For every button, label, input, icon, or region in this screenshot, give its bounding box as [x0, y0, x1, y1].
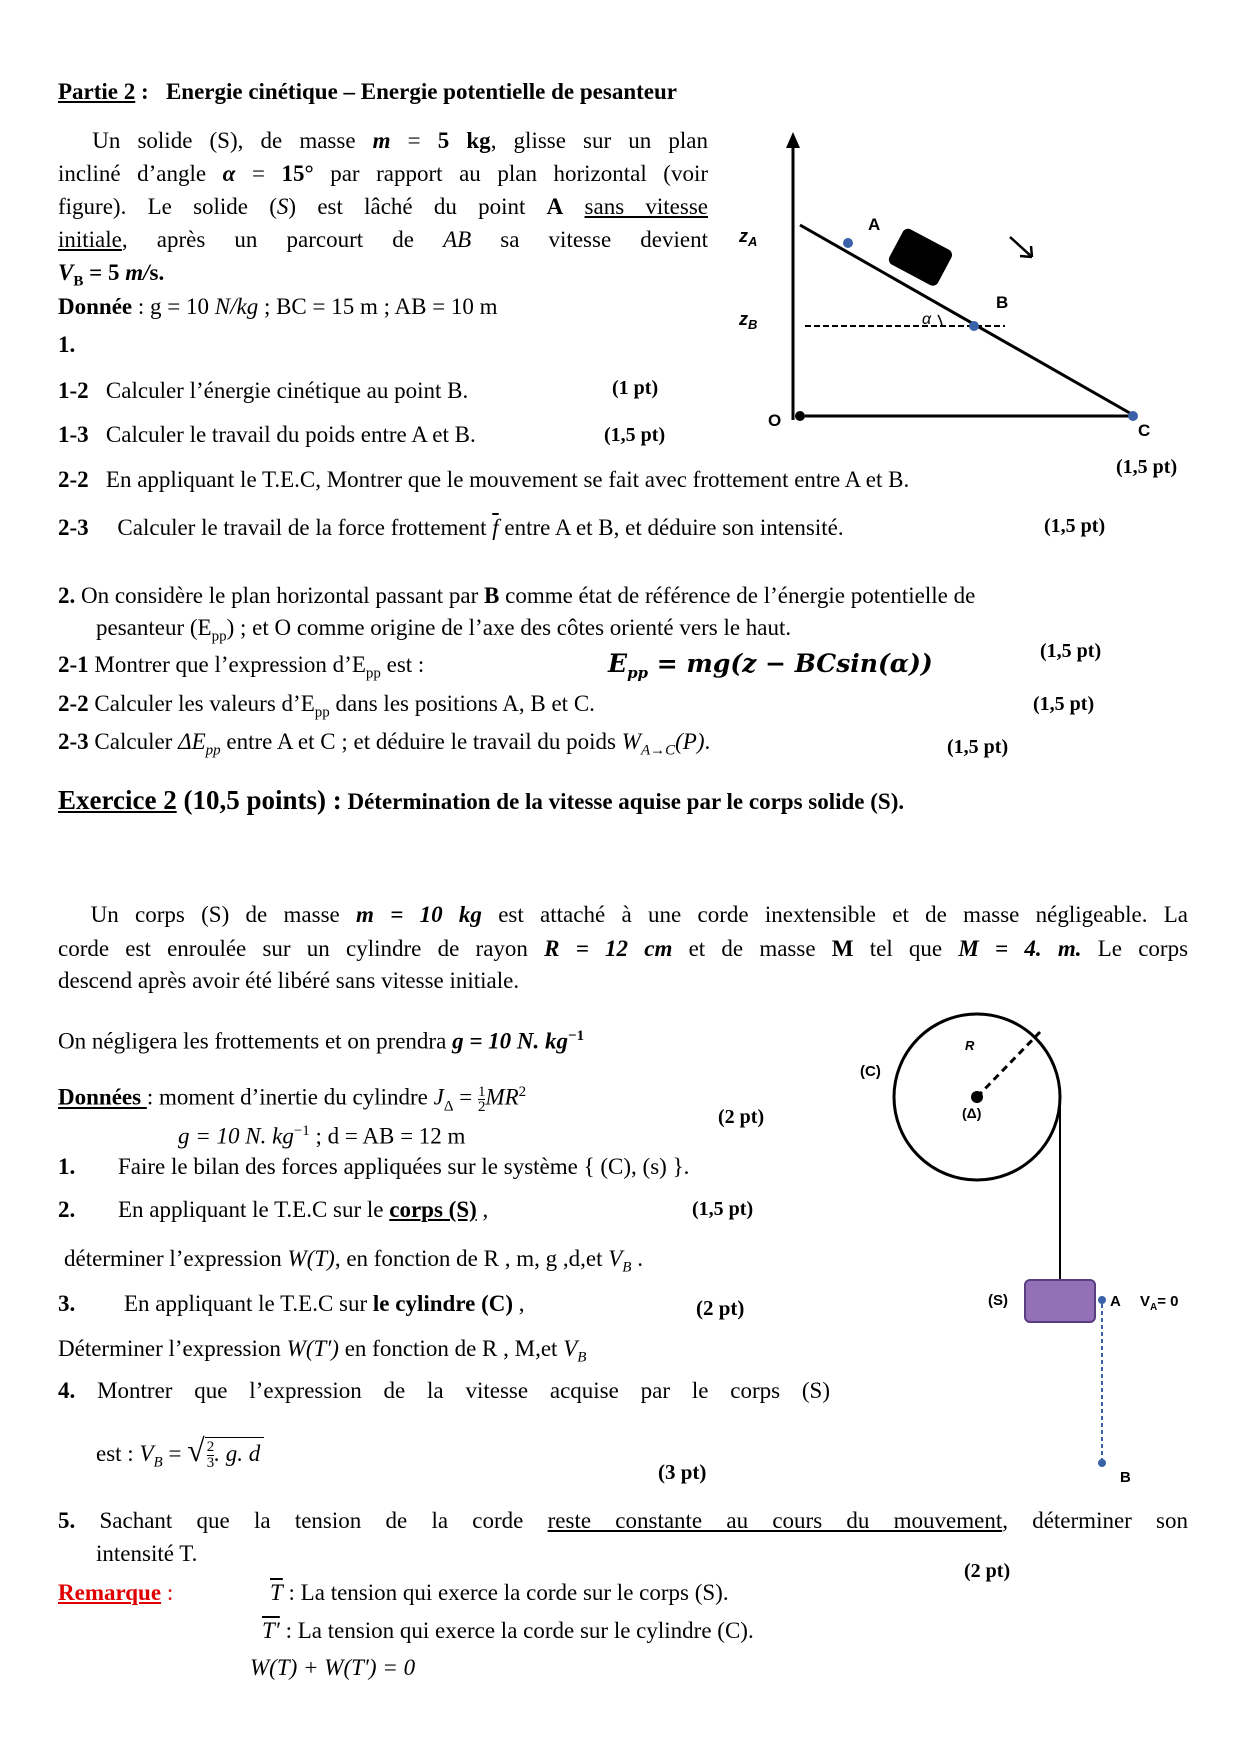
points: (1,5 pt) [1044, 515, 1106, 537]
friction-vector: $\overline{f}$ [492, 515, 499, 540]
ex2-para-line-1 [58, 901, 1188, 929]
q-number: 1-3 [58, 422, 89, 447]
a-label: A [868, 215, 881, 234]
sqrt-rest: . g. d [214, 1441, 261, 1466]
q-text: entre A et C ; et déduire le travail du poids [220, 729, 622, 754]
intro-line-3 [58, 193, 708, 221]
q-underline: reste constante au cours du mouvement [547, 1508, 1003, 1533]
velocity-symbol: V [608, 1246, 623, 1271]
q-text: Montrer que l’expression de la vitesse acquise par le corps (S) [97, 1378, 831, 1403]
ex2-q5 [58, 1507, 1188, 1535]
exercice2-title [58, 784, 904, 818]
q-text: , en fonction de R , m, g ,d,et [334, 1246, 609, 1271]
radius-line [977, 1032, 1040, 1097]
o-label: O [768, 411, 782, 430]
za-label: $z_A$ [739, 226, 758, 249]
intro-line-1 [58, 127, 708, 155]
intro-line-4 [58, 226, 708, 254]
text: Le corps [1081, 936, 1189, 961]
point-b-dot [969, 321, 979, 331]
m-symbol: M [831, 936, 854, 961]
zb-label: $z_B$ [739, 309, 758, 332]
q-text: ) ; et O comme origine de l’axe des côtes orienté vers le haut. [226, 615, 792, 640]
eq-part: E [608, 649, 628, 678]
c-label: (C) [860, 1063, 881, 1080]
exp: −1 [293, 1123, 310, 1139]
ex2-q2b [64, 1245, 643, 1282]
points: (1,5 pt) [1033, 693, 1095, 715]
donnees-line [58, 1078, 526, 1120]
b-label: B [1120, 1469, 1131, 1486]
text: On négligera les frottements et on prendra [58, 1028, 453, 1054]
inertia-symbol: J [433, 1084, 444, 1110]
z-axis-arrow [786, 132, 800, 148]
eq-part: = mg(z − BCsin(α)) [648, 649, 933, 678]
alpha-symbol: α [222, 161, 236, 186]
frac-den: 2 [477, 1098, 486, 1115]
donnees-label: Données [58, 1084, 147, 1110]
angle-arc [938, 315, 942, 326]
sub: pp [365, 665, 381, 682]
ex2-g-line [58, 1022, 584, 1056]
exercice2-label: Exercice 2 [58, 785, 177, 815]
ex2-q3 [58, 1290, 525, 1318]
remarque-colon: : [161, 1580, 174, 1605]
points: (1,5 pt) [1040, 640, 1102, 662]
remarque-text: Remarque [58, 1580, 162, 1605]
eq: = [235, 161, 282, 186]
exp: 2 [518, 1084, 527, 1100]
q2-1 [58, 651, 424, 688]
q-text: déterminer l’expression [64, 1246, 288, 1271]
donnee-text: g = 10 [144, 294, 215, 319]
q-text: , [513, 1291, 525, 1316]
mass-value: 5 kg [437, 128, 491, 153]
q-number: 2-3 [58, 729, 89, 754]
q-text: en fonction de R , M,et [338, 1336, 564, 1361]
q2-2 [58, 690, 595, 727]
intro-text: , après un parcourt de [121, 227, 444, 252]
q-text: dans les positions A, B et C. [329, 691, 595, 716]
text: : La tension qui exerce la corde sur le corps (S). [282, 1580, 729, 1605]
q-text: Calculer l’énergie cinétique au point B. [105, 378, 469, 403]
q-number: 2-3 [58, 515, 89, 540]
g-value: g = 10 N. kg [452, 1028, 569, 1054]
velocity-symbol: V [563, 1336, 578, 1361]
intro-line-5 [58, 259, 164, 296]
heading-colon: : [135, 79, 149, 104]
q1-number: 1. [58, 332, 76, 357]
q-number: 3. [58, 1291, 76, 1316]
q-text: pesanteur (E [96, 615, 212, 640]
text: : moment d’inertie du cylindre [146, 1084, 434, 1110]
point-a-dot [1098, 1296, 1106, 1304]
points: (3 pt) [658, 1460, 707, 1484]
c-label: C [1138, 421, 1151, 440]
solid-symbol: S [276, 194, 289, 219]
donnee-label: Donnée [58, 294, 133, 319]
donnee-rest: ; BC = 15 m ; AB = 10 m [258, 294, 498, 319]
cylinder-figure [840, 1000, 1220, 1510]
r-label: R [965, 1038, 975, 1053]
q-number: 2-1 [58, 652, 89, 677]
q-text: Calculer [88, 729, 179, 754]
velocity-value: = 5 [83, 260, 126, 285]
intro-text: , glisse sur un plan [490, 128, 709, 153]
q-number: 1. [58, 1154, 76, 1179]
eq: = [162, 1441, 188, 1466]
ex2-q5-line2: intensité T. [96, 1541, 198, 1566]
donnees-line-2 [178, 1117, 465, 1151]
velocity-symbol: V [58, 260, 74, 285]
exercice2-heading-text: Détermination de la vitesse aquise par le corps solide (S). [341, 789, 905, 814]
alpha-label: α [922, 311, 932, 328]
q-text: Calculer le travail du poids entre A et B. [105, 422, 476, 447]
q1-3 [58, 421, 476, 449]
remarque-line-2 [262, 1617, 754, 1645]
remarque-line-3: W(T) + W(T′) = 0 [250, 1655, 416, 1680]
intro-text: ) est lâché du point [288, 194, 547, 219]
body-s [1025, 1280, 1095, 1322]
sub: pp [211, 628, 227, 645]
b-label: B [996, 293, 1009, 312]
inclined-plane-figure [720, 130, 1180, 440]
q-text: En appliquant le T.E.C, Montrer que le mouvement se fait avec frottement entre A et B. [105, 467, 910, 492]
motion-arrow [1010, 237, 1032, 257]
weight-vector: (P) [675, 729, 705, 754]
remarque-line-1 [270, 1579, 729, 1607]
q-text: Montrer que l’expression d’E [88, 652, 366, 677]
angle-value: 15° [281, 161, 314, 186]
t-prime-vector: T′ [262, 1618, 280, 1643]
point-b-dot [1098, 1459, 1106, 1467]
sub: pp [205, 742, 221, 759]
q-text: On considère le plan horizontal passant par [81, 583, 485, 608]
text: est attaché à une corde inextensible et de masse négligeable. La [481, 902, 1188, 927]
q-number: 2-2 [58, 691, 89, 716]
text: Un corps (S) de masse [90, 902, 357, 927]
intro-text: figure). Le solide ( [58, 194, 277, 219]
delta-epp: ΔE [178, 729, 206, 754]
intro-text: par rapport au plan horizontal (voir [313, 161, 708, 186]
velocity-unit: m/ [125, 260, 150, 285]
text: tel que [853, 936, 959, 961]
sqrt-sign: √ [187, 1432, 205, 1468]
eq-sub: pp [627, 664, 649, 682]
point-b: B [484, 583, 500, 608]
g-value: g = 10 N. kg [178, 1123, 294, 1149]
q2-2a [58, 466, 909, 494]
delta-label: (Δ) [962, 1105, 982, 1121]
q-text: comme état de référence de l’énergie potentielle de [499, 583, 976, 608]
incline-line [800, 225, 1135, 416]
radius-eq: R = 12 cm [544, 936, 673, 961]
intro-underline: sans vitesse [584, 194, 708, 219]
intro-text: incliné d’angle [58, 161, 223, 186]
q-number: 4. [58, 1378, 76, 1403]
q-number: 5. [58, 1508, 76, 1533]
q-text: Faire le bilan des forces appliquées sur le système { (C), (s) }. [118, 1154, 690, 1179]
q-number: 2-2 [58, 467, 89, 492]
q-text: Calculer les valeurs d’E [88, 691, 315, 716]
work-t-prime: W(T′) [286, 1336, 339, 1361]
donnee-colon: : [132, 294, 145, 319]
point-a-dot [843, 238, 853, 248]
intro-text: Un solide (S), de masse [92, 128, 373, 153]
points: (1,5 pt) [692, 1198, 754, 1220]
donnee-line [58, 293, 498, 321]
mr: MR [485, 1084, 519, 1110]
point-c-dot [1128, 411, 1138, 421]
remarque-label [58, 1579, 173, 1607]
eq: = [390, 128, 438, 153]
exp: −1 [568, 1028, 585, 1044]
t-vector: $\overline{T}$ [270, 1580, 283, 1605]
exercice2-points: (10,5 points) : [176, 785, 342, 815]
frac-num: 1 [477, 1083, 486, 1100]
q-text: , déterminer son [1002, 1508, 1189, 1533]
q-number: 1-2 [58, 378, 89, 403]
work-symbol: W [621, 729, 641, 754]
text: : La tension qui exerce la corde sur le cylindre (C). [279, 1618, 754, 1643]
text: ; d = AB = 12 m [309, 1123, 466, 1149]
mass-relation: M = 4. m. [958, 936, 1082, 961]
ex2-q1 [58, 1153, 689, 1181]
origin-point [795, 411, 805, 421]
sub: Δ [443, 1098, 454, 1115]
q-emph: corps (S) [389, 1197, 477, 1222]
intro-underline: initiale [58, 227, 122, 252]
q2-line-2 [96, 614, 791, 651]
q-emph: le cylindre (C) [372, 1291, 514, 1316]
q-number: 2. [58, 583, 76, 608]
q-text: est : [96, 1441, 140, 1466]
q2-3a [58, 514, 844, 542]
q-text: entre A et B, et déduire son intensité. [498, 515, 844, 540]
ex2-q4 [58, 1377, 830, 1405]
points: (1,5 pt) [604, 424, 666, 446]
mass-symbol: m [372, 128, 391, 153]
ex2-q4b [96, 1430, 264, 1483]
a-label: A [1110, 1293, 1121, 1310]
partie2-title: Energie cinétique – Energie potentielle de pesanteur [165, 79, 677, 104]
sub: B [577, 1349, 587, 1366]
ex2-q2 [58, 1196, 488, 1224]
q2-line-1 [58, 582, 975, 610]
va-label: $V_A= 0$ [1140, 1293, 1179, 1313]
points: (2 pt) [964, 1560, 1011, 1582]
q-number: 2. [58, 1197, 76, 1222]
points: (2 pt) [696, 1296, 745, 1320]
s-label: (S) [988, 1292, 1008, 1309]
q-text: En appliquant le T.E.C sur [124, 1291, 373, 1316]
q1-2 [58, 377, 468, 405]
q-text: , [476, 1197, 489, 1222]
sub: B [153, 1454, 163, 1471]
q-text: . [704, 729, 711, 754]
points: (1 pt) [612, 377, 659, 399]
sqrt-body [205, 1437, 265, 1471]
frac-num: 2 [206, 1439, 215, 1456]
q-text: est : [380, 652, 425, 677]
ex2-q3b [58, 1335, 586, 1372]
sub: A→C [640, 742, 676, 759]
q-text: En appliquant le T.E.C sur le [118, 1197, 390, 1222]
partie2-heading [58, 78, 677, 106]
intro-text: sa vitesse devient [471, 227, 708, 252]
q-text: Déterminer l’expression [58, 1336, 287, 1361]
velocity-sub: B [73, 273, 84, 290]
epp-equation [608, 650, 933, 687]
sub: B [622, 1259, 632, 1276]
points: (1,5 pt) [1116, 456, 1178, 478]
ab-symbol: AB [443, 227, 472, 252]
intro-space [563, 194, 584, 219]
text: et de masse [672, 936, 832, 961]
q2-3 [58, 728, 710, 765]
text: corde est enroulée sur un cylindre de rayon [58, 936, 545, 961]
donnee-unit: N/kg [214, 294, 259, 319]
frac-den: 3 [206, 1455, 215, 1472]
points: (2 pt) [718, 1106, 765, 1128]
q-text: Sachant que la tension de la corde [99, 1508, 548, 1533]
q-text: Calculer le travail de la force frottement [117, 515, 493, 540]
points: (1,5 pt) [947, 736, 1009, 758]
partie2-label: Partie 2 [58, 79, 136, 104]
mass-eq: m = 10 kg [356, 902, 482, 927]
intro-line-2 [58, 160, 708, 188]
ex2-para-line-3: descend après avoir été libéré sans vitesse initiale. [58, 968, 520, 993]
eq: = [453, 1084, 478, 1110]
q-text: . [631, 1246, 643, 1271]
sub: pp [314, 704, 330, 721]
velocity-symbol: V [139, 1441, 154, 1466]
ex2-para-line-2 [58, 935, 1188, 963]
point-a: A [546, 194, 564, 219]
work-t: W(T) [287, 1246, 335, 1271]
velocity-unit-s: s. [149, 260, 165, 285]
